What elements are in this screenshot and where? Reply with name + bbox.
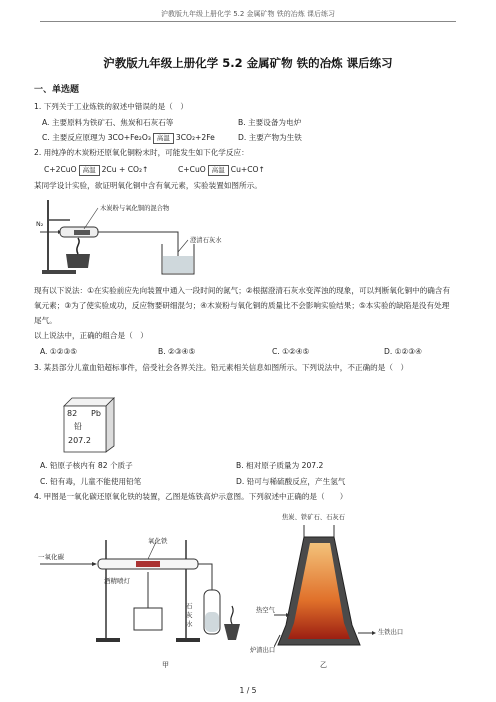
yi-label-air: 热空气 [256, 607, 275, 614]
figure-yi-caption: 乙 [320, 661, 327, 669]
element-atomic-mass: 207.2 [68, 436, 91, 445]
fig-label-limewater: 澄清石灰水 [190, 237, 222, 244]
limewater [163, 256, 193, 273]
q1-option-d: D. 主要产物为生铁 [238, 133, 302, 142]
q2-option-d: D. ①②③④ [384, 347, 422, 356]
eq2-reactants: C+CuO [178, 165, 206, 174]
card-top-face [64, 398, 114, 406]
figure-yi-blast-furnace [274, 515, 394, 665]
alcohol-burner [134, 608, 162, 630]
q4-stem: 4. 甲图是一氧化碳还原氧化铁的装置，乙图是炼铁高炉示意图。下列叙述中正确的是（ ） [34, 492, 348, 501]
arrow-icon [372, 631, 376, 635]
q3-option-a: A. 铅原子核内有 82 个质子 [40, 461, 133, 470]
q2-option-a: A. ①②③⑤ [40, 347, 78, 356]
q3-option-d: D. 铅可与稀硫酸反应，产生氢气 [236, 477, 346, 486]
yi-label-top: 焦炭、铁矿石、石灰石 [282, 514, 345, 521]
q2-statements: 现有以下说法：①在实验前应先向装置中通入一段时间的氮气；②根据澄清石灰水变浑浊的现象，可以判断氧化铜中的确含有氧元素；③为了使实验成功，反应物要研细混匀；④木炭粉与氧化铜的质量比不会影响实验结果；⑤本实验的缺陷是没有处理尾气。 [34, 286, 451, 325]
reaction-condition: 高温 [79, 165, 100, 176]
page-header: 沪教版九年级上册化学 5.2 金属矿物 铁的冶炼 课后练习 [160, 10, 336, 18]
yi-label-iron: 生铁出口 [378, 629, 404, 636]
reaction-mixture [74, 230, 90, 235]
q1-option-b: B. 主要设备为电炉 [238, 118, 302, 127]
q2-intro: 某同学设计实验，欲证明氧化铜中含有氧元素，实验装置如图所示。 [34, 181, 262, 190]
fig-label-n2: N₂ [36, 221, 44, 228]
q2-equation-2 [178, 165, 265, 176]
reaction-condition: 高温 [208, 165, 229, 176]
stand-base-left [96, 638, 120, 642]
figure-jia-apparatus [36, 520, 246, 660]
leader-line [178, 240, 188, 252]
element-name: 铅 [74, 422, 82, 431]
figure-jia-caption: 甲 [162, 661, 169, 669]
document-title: 沪教版九年级上册化学 5.2 金属矿物 铁的冶炼 课后练习 [103, 56, 393, 70]
spirit-lamp-icon [66, 254, 90, 268]
header-divider [40, 21, 456, 22]
card-side-face [106, 398, 114, 452]
eq1-reactants: C+2CuO [44, 165, 77, 174]
element-atomic-number: 82 [67, 409, 78, 418]
q1-option-c [42, 133, 215, 144]
fig-label-mixture: 木炭粉与氧化铜的混合物 [100, 205, 170, 212]
eq2-products: Cu+CO↑ [230, 165, 265, 174]
stand-base [42, 270, 76, 274]
q2-option-b: B. ②③④⑤ [158, 347, 196, 356]
exhaust-burner-icon [224, 624, 240, 640]
q2-ask: 以上说法中，正确的组合是（ ） [34, 331, 148, 340]
q1-option-c-reactants: C. 主要反应原理为 3CO+Fe₂O₃ [42, 133, 151, 142]
fe2o3-sample [136, 561, 160, 567]
q2-option-c: C. ①②④⑤ [272, 347, 310, 356]
yi-label-slag: 炉渣出口 [250, 647, 276, 654]
q3-option-b: B. 相对原子质量为 207.2 [236, 461, 324, 470]
leader-line [84, 208, 98, 229]
jia-label-fe2o3: 氧化铁 [148, 537, 168, 545]
q1-option-a: A. 主要原料为铁矿石、焦炭和石灰石等 [42, 118, 174, 127]
q2-equation-1 [44, 165, 148, 176]
arrow-icon [92, 562, 97, 566]
jia-label-lime: 石灰水 [186, 602, 193, 628]
limewater [205, 612, 219, 632]
q2-stem: 2. 用纯净的木炭粉还原氧化铜粉末时，可能发生如下化学反应： [34, 148, 249, 157]
q3-option-c: C. 铅有毒，儿童不能使用铅笔 [40, 477, 142, 486]
section-heading: 一、单选题 [34, 85, 80, 95]
q1-stem: 1. 下列关于工业炼铁的叙述中错误的是（ ） [34, 102, 188, 111]
flame-icon [77, 238, 79, 254]
q1-option-c-products: 3CO₂+2Fe [175, 133, 215, 142]
reaction-condition: 高温 [153, 133, 174, 144]
q3-stem: 3. 某县部分儿童血铅超标事件，倍受社会各界关注。铅元素相关信息如图所示。下列说法中，不正确的是（ ） [34, 363, 409, 372]
page-number: 1 / 5 [239, 686, 257, 695]
stand-base-right [176, 638, 200, 642]
element-symbol: Pb [91, 409, 101, 418]
eq1-products: 2Cu + CO₂↑ [101, 165, 149, 174]
jia-label-co: 一氧化碳 [38, 553, 64, 561]
jia-label-lamp: 酒精喷灯 [104, 577, 130, 585]
flame-icon [231, 606, 233, 624]
